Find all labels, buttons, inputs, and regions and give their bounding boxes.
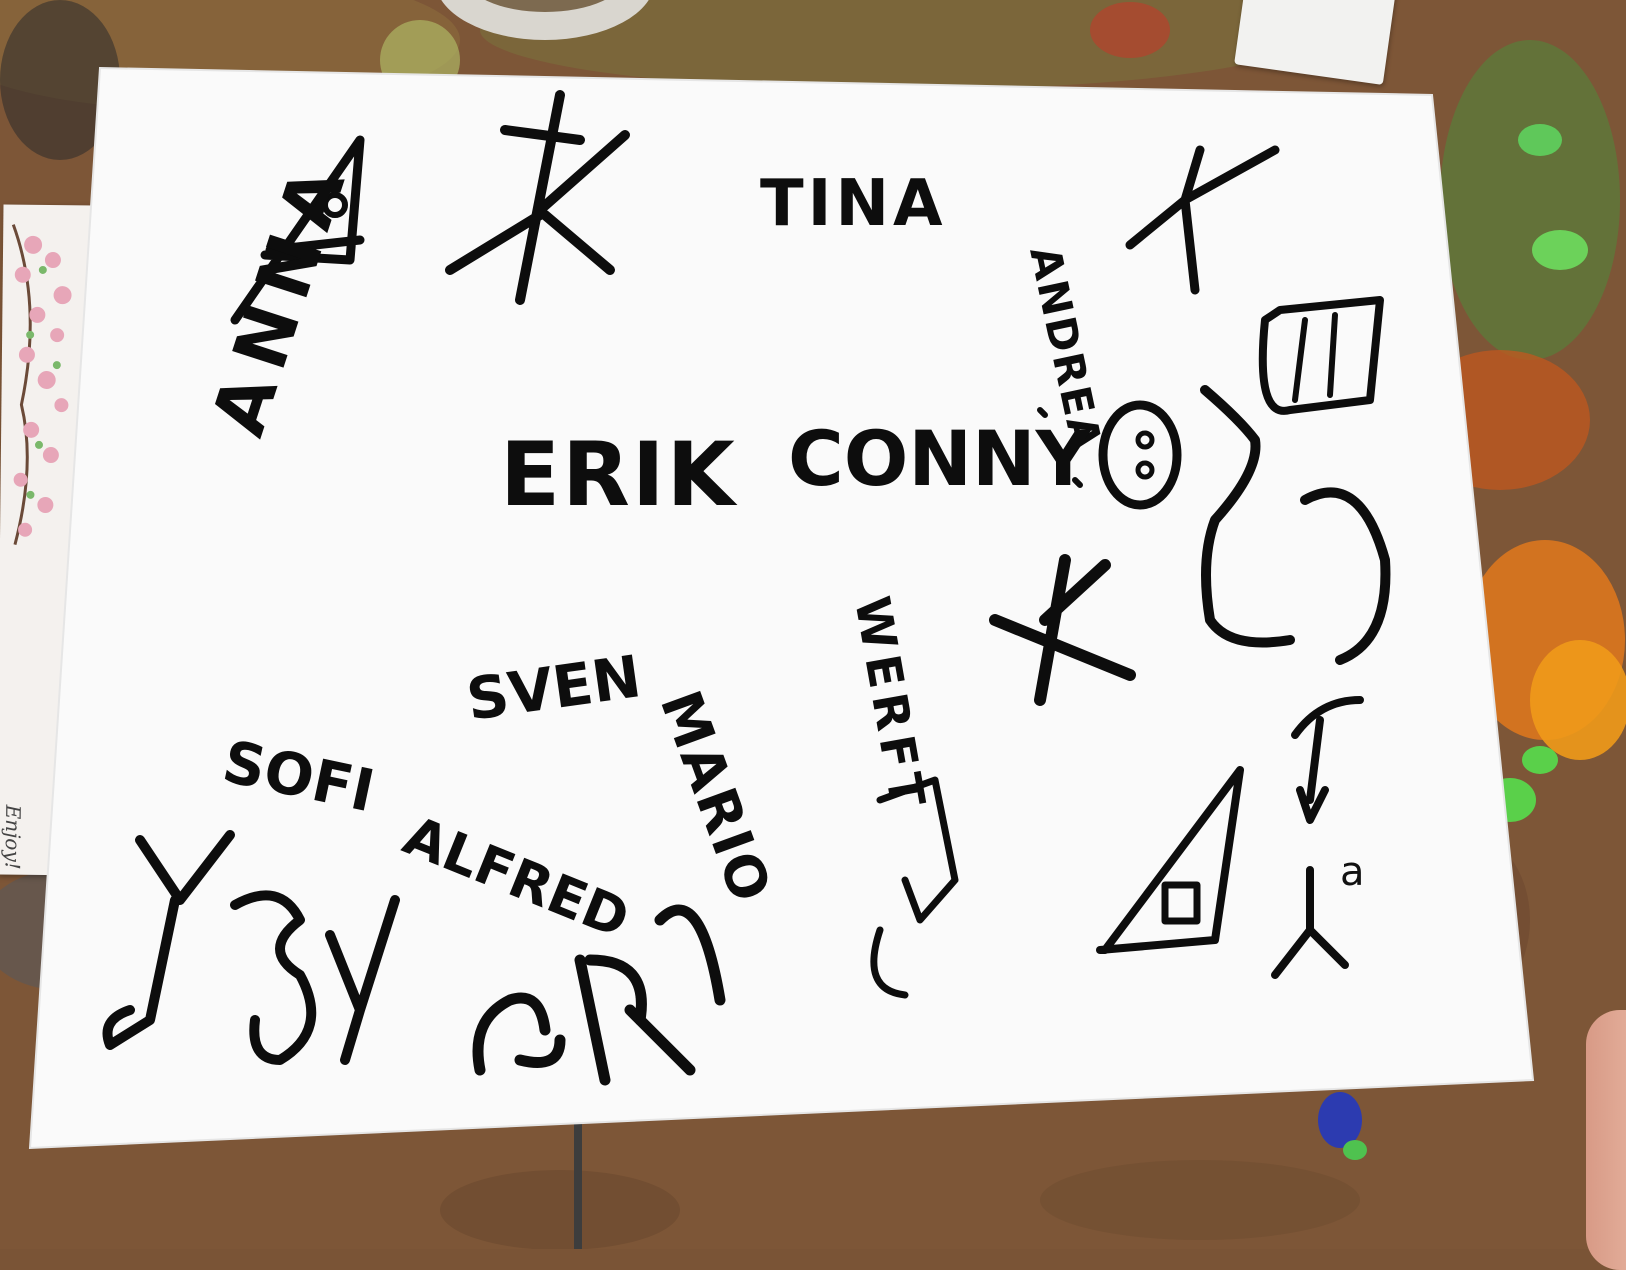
name-ia-letter: a [1340,849,1365,895]
name-werft: WERFT [843,592,937,818]
name-sofi: SOFI [217,727,381,826]
name-tina: TINA [760,167,947,241]
name-anna-text: ANNA [195,146,366,446]
name-sven: SVEN [462,642,646,734]
name-conny: CONNY [788,414,1091,503]
name-mario: MARIO [646,682,784,913]
card-handwriting: Enjoy! [0,804,26,870]
name-erik: ERIK [500,423,737,526]
name-andrea: ANDREA [1020,241,1112,456]
name-alfred: ALFRED [395,803,638,951]
